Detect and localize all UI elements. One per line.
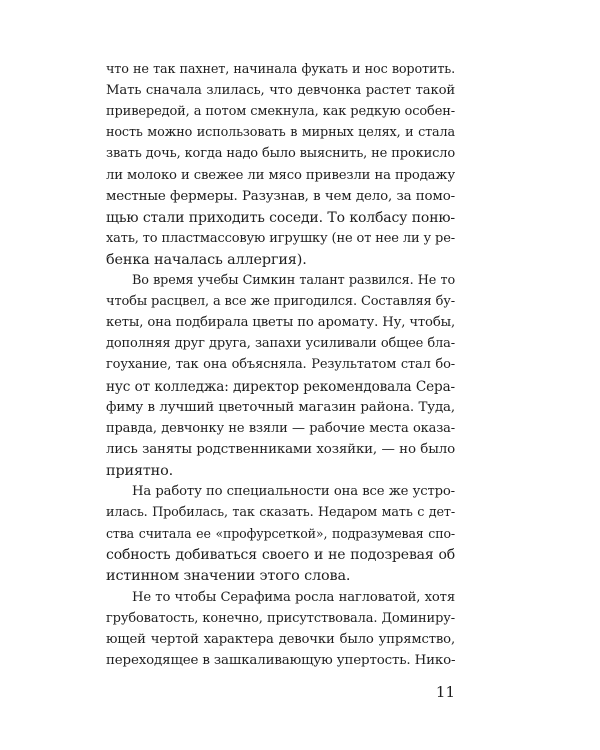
paragraph-first-line: На работу по специальности она все же устро- [132,484,455,499]
text-line: звать дочь, когда надо было выяснить, не прокисло [106,146,455,162]
text-line: ющей чертой характера девочки было упрямство, [106,631,455,647]
text-line: хать, то пластмассовую игрушку (не от нее ли у ре- [106,230,455,246]
paragraph-first-line: Не то чтобы Серафима росла нагловатой, хотя [132,589,455,605]
text-line: приятно. [106,462,174,479]
text-line: ность можно использовать в мирных целях, и стала [106,125,455,141]
text-line: привередой, а потом смекнула, как редкую особен- [106,104,455,120]
text-line: дополняя друг друга, запахи усиливали общее бла- [106,336,455,352]
text-line: кеты, она подбирала цветы по аромату. Ну, чтобы, [106,315,455,331]
text-line: ства считала ее «профурсеткой», подразумевая спо- [106,526,455,542]
text-line: бенка началась аллергия). [106,251,307,268]
text-line: фиму в лучший цветочный магазин района. Туда, [106,399,455,415]
paragraph-first-line: Во время учебы Симкин талант развился. Не то [132,273,455,288]
text-line: местные фермеры. Разузнав, в чем дело, за помо- [106,188,455,204]
text-line: Мать сначала злилась, что девчонка растет такой [106,83,455,99]
text-line: что не так пахнет, начинала фукать и нос воротить. [106,62,455,77]
text-line: щью стали приходить соседи. То колбасу поню- [106,209,455,226]
text-line: ли молоко и свежее ли мясо привезли на продажу [106,167,455,183]
text-line: правда, девчонку не взяли — рабочие места оказа- [106,420,455,436]
text-line: истинном значении этого слова. [106,568,351,585]
text-line: переходящее в зашкаливающую упертость. Нико- [106,652,456,668]
text-line: чтобы расцвел, а все же пригодился. Составляя бу- [106,294,455,310]
text-line: нус от колледжа: директор рекомендовала Сера- [106,378,455,395]
text-line: собность добиваться своего и не подозревая об [106,547,455,564]
text-line: грубоватость, конечно, присутствовала. Доминиру- [106,610,455,626]
text-line: гоухание, так она объясняла. Результатом стал бо- [106,357,455,373]
text-line: лись заняты родственниками хозяйки, — но было [106,441,455,457]
text-line: илась. Пробилась, так сказать. Недаром мать с дет- [106,505,455,521]
page-number: 11 [435,682,455,701]
